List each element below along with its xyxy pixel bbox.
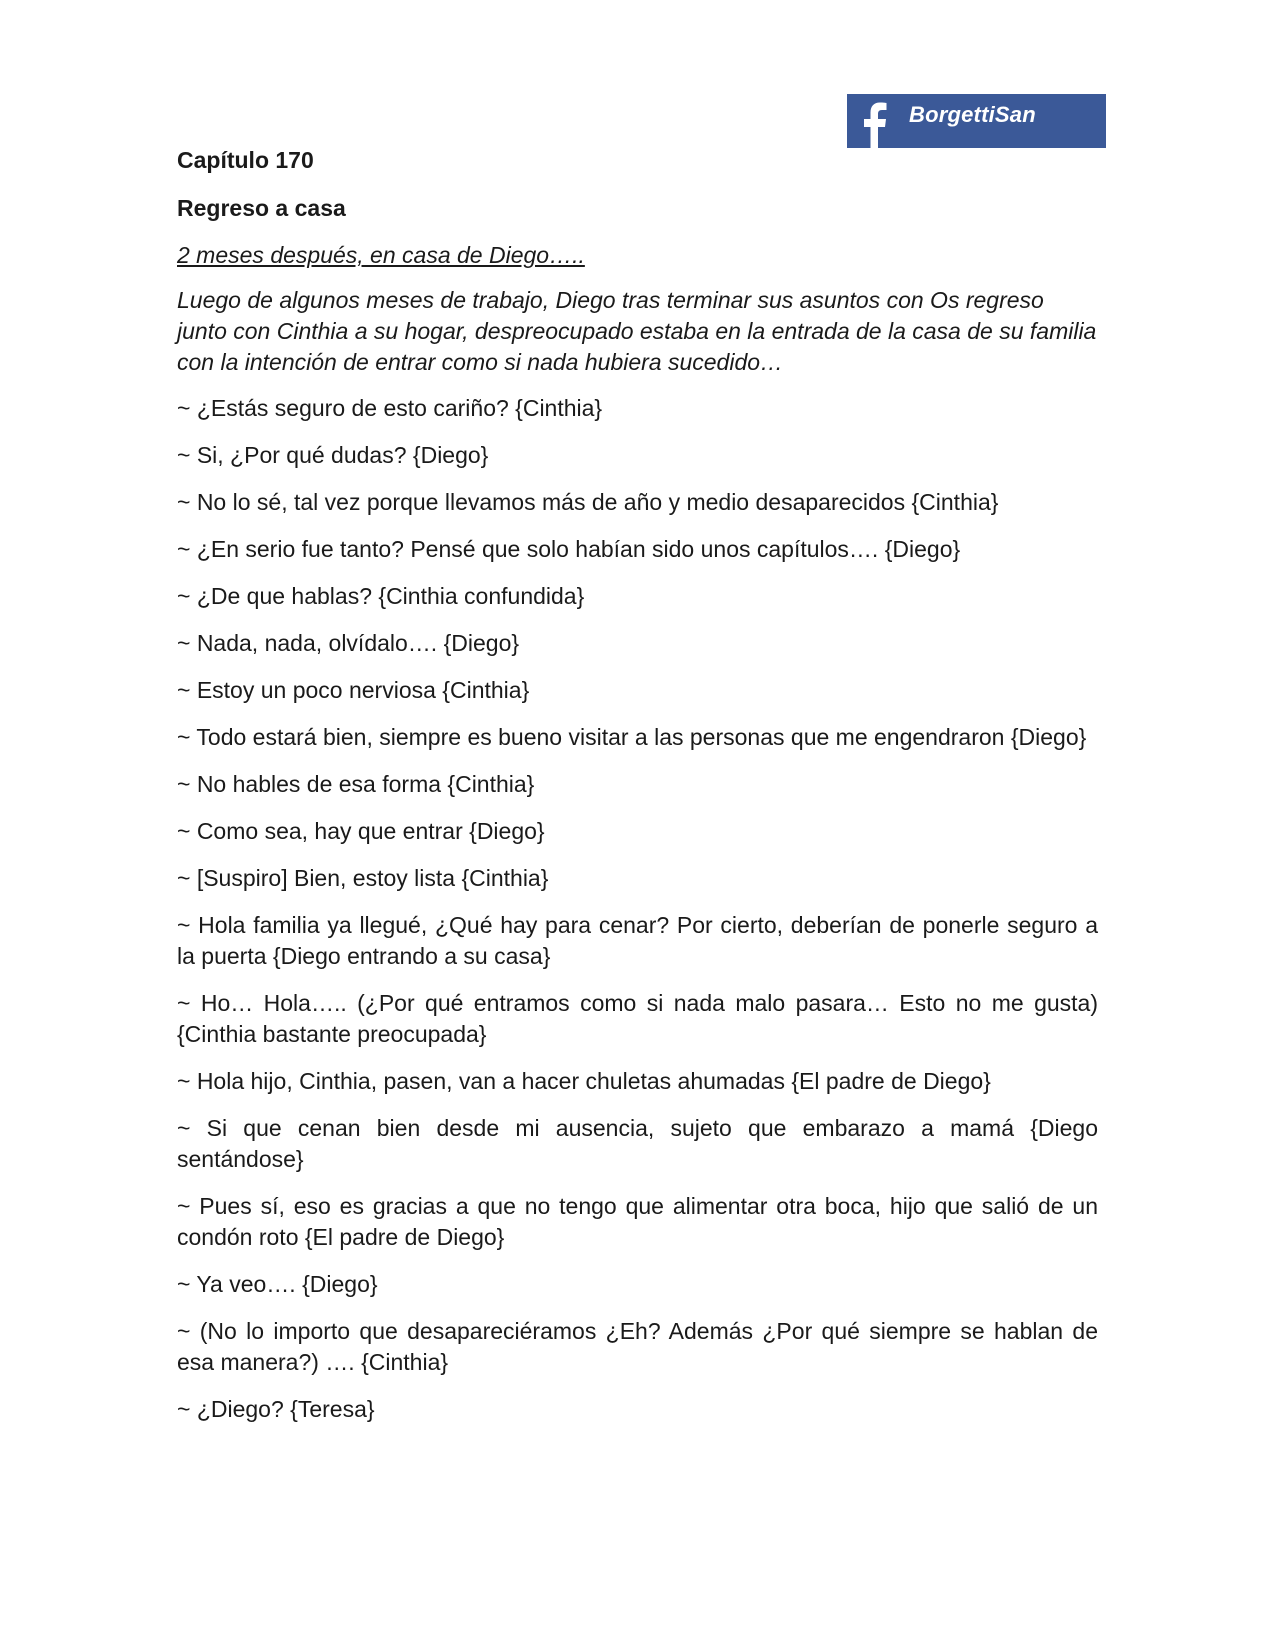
dialogue-line: ~ Si, ¿Por qué dudas? {Diego} — [177, 442, 489, 468]
dialogue-line: ~ Estoy un poco nerviosa {Cinthia} — [177, 677, 530, 703]
facebook-badge — [847, 94, 1106, 148]
document-body — [177, 145, 1098, 1441]
page-name: BorgettiSan — [909, 102, 1036, 127]
dialogue-line: ~ No lo sé, tal vez porque llevamos más de año y medio desaparecidos {Cinthia} — [177, 489, 999, 515]
dialogue-line: ~ Nada, nada, olvídalo…. {Diego} — [177, 630, 520, 656]
dialogue-line: ~ (No lo importo que desapareciéramos ¿Eh? Además ¿Por qué siempre se hablan de esa manera?) …. {Cinthia} — [177, 1318, 1098, 1375]
dialogue-line: ~ Pues sí, eso es gracias a que no tengo que alimentar otra boca, hijo que salió de un condón roto {El padre de Diego} — [177, 1193, 1098, 1250]
dialogue-line: ~ Ho… Hola….. (¿Por qué entramos como si nada malo pasara… Esto no me gusta) {Cinthia bastante preocupada} — [177, 990, 1098, 1047]
facebook-icon — [847, 94, 899, 148]
dialogue-line: ~ [Suspiro] Bien, estoy lista {Cinthia} — [177, 865, 549, 891]
dialogue-line: ~ ¿Diego? {Teresa} — [177, 1396, 375, 1422]
dialogue-line: ~ Todo estará bien, siempre es bueno visitar a las personas que me engendraron {Diego} — [177, 724, 1087, 750]
dialogue-list — [177, 393, 1098, 1425]
chapter-subtitle: Regreso a casa — [177, 195, 346, 221]
dialogue-line: ~ Hola familia ya llegué, ¿Qué hay para cenar? Por cierto, deberían de ponerle seguro a la puerta {Diego entrando a su casa} — [177, 912, 1098, 969]
chapter-title: Capítulo 170 — [177, 147, 314, 173]
dialogue-line: ~ Hola hijo, Cinthia, pasen, van a hacer chuletas ahumadas {El padre de Diego} — [177, 1068, 991, 1094]
dialogue-line: ~ ¿En serio fue tanto? Pensé que solo habían sido unos capítulos…. {Diego} — [177, 536, 961, 562]
dialogue-line: ~ Como sea, hay que entrar {Diego} — [177, 818, 545, 844]
intro-paragraph: Luego de algunos meses de trabajo, Diego tras terminar sus asuntos con Os regreso junto con Cinthia a su hogar, despreocupado estaba en la entrada de la casa de su familia con la intención de entrar como si nada hubiera sucedido… — [177, 287, 1097, 375]
scene-note: 2 meses después, en casa de Diego….. — [177, 242, 585, 268]
dialogue-line: ~ ¿Estás seguro de esto cariño? {Cinthia} — [177, 395, 603, 421]
dialogue-line: ~ Ya veo…. {Diego} — [177, 1271, 378, 1297]
dialogue-line: ~ Si que cenan bien desde mi ausencia, sujeto que embarazo a mamá {Diego sentándose} — [177, 1115, 1098, 1172]
dialogue-line: ~ ¿De que hablas? {Cinthia confundida} — [177, 583, 585, 609]
dialogue-line: ~ No hables de esa forma {Cinthia} — [177, 771, 535, 797]
